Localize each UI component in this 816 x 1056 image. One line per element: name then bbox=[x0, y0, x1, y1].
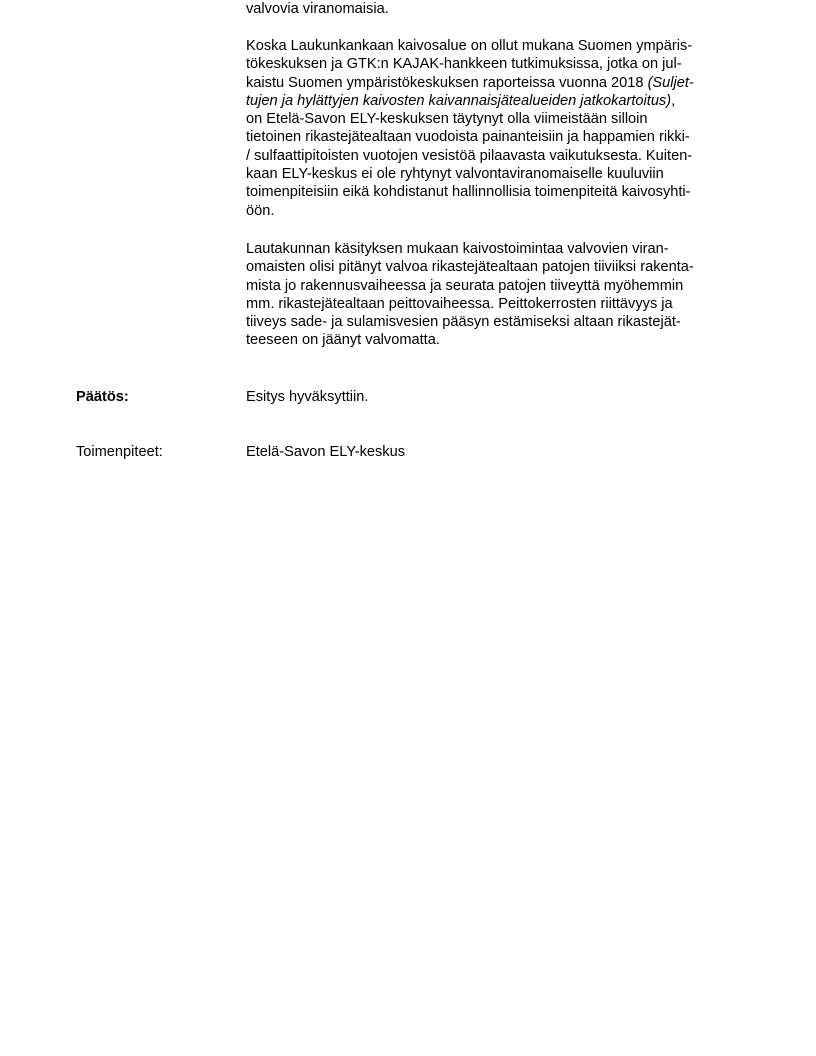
paragraph-line: Lautakunnan käsityksen mukaan kaivostoimintaa valvovien viran- bbox=[246, 241, 669, 257]
report-title-italic: tujen ja hylättyjen kaivosten kaivannaisjätealueiden jatkokartoitus) bbox=[246, 92, 672, 109]
report-title-italic: (Suljet- bbox=[647, 74, 694, 91]
paragraph-line: Koska Laukunkankaan kaivosalue on ollut mukana Suomen ympäris- bbox=[246, 38, 693, 54]
paragraph-line: on Etelä-Savon ELY-keskuksen täytynyt olla viimeistään silloin bbox=[246, 111, 648, 128]
paragraph-line: tietoinen rikastejätealtaan vuodoista painanteisiin ja happamien rikki- bbox=[246, 129, 690, 146]
decision-value: Esitys hyväksyttiin. bbox=[246, 389, 369, 405]
paragraph-text: , bbox=[671, 92, 676, 109]
paragraph-line: tökeskuksen ja GTK:n KAJAK-hankkeen tutkimuksissa, jotka on jul- bbox=[246, 56, 682, 73]
paragraph-line: kaan ELY-keskus ei ole ryhtynyt valvontaviranomaiselle kuuluviin bbox=[246, 166, 664, 183]
actions-label: Toimenpiteet: bbox=[76, 444, 163, 460]
intro-fragment-line: valvovia viranomaisia. bbox=[246, 1, 389, 17]
paragraph-line: omaisten olisi pitänyt valvoa rikastejätealtaan patojen tiiviiksi rakenta- bbox=[246, 259, 694, 276]
paragraph-line: mm. rikastejätealtaan peittovaiheessa. Peittokerrosten riittävyys ja bbox=[246, 295, 673, 312]
paragraph-mining-area bbox=[246, 37, 746, 220]
paragraph-line: / sulfaattipitoisten vuotojen vesistöä pilaavasta vaikutuksesta. Kuiten- bbox=[246, 147, 693, 164]
paragraph-line: tiiveys sade- ja sulamisvesien pääsyn estämiseksi altaan rikastejät- bbox=[246, 314, 681, 331]
paragraph-line: toimenpiteisiin eikä kohdistanut hallinnollisia toimenpiteitä kaivosyhti- bbox=[246, 184, 691, 201]
paragraph-board-view bbox=[246, 240, 746, 350]
paragraph-line: mista jo rakennusvaiheessa ja seurata patojen tiiveyttä myöhemmin bbox=[246, 277, 684, 294]
paragraph-line bbox=[246, 92, 746, 110]
intro-fragment bbox=[246, 0, 746, 18]
decision-label: Päätös: bbox=[76, 389, 129, 405]
paragraph-line: teeseen on jäänyt valvomatta. bbox=[246, 332, 440, 349]
paragraph-line: öön. bbox=[246, 202, 275, 219]
actions-value: Etelä-Savon ELY-keskus bbox=[246, 444, 405, 460]
paragraph-text: kaistu Suomen ympäristökeskuksen raporteissa vuonna 2018 bbox=[246, 74, 648, 91]
paragraph-line bbox=[246, 74, 746, 92]
